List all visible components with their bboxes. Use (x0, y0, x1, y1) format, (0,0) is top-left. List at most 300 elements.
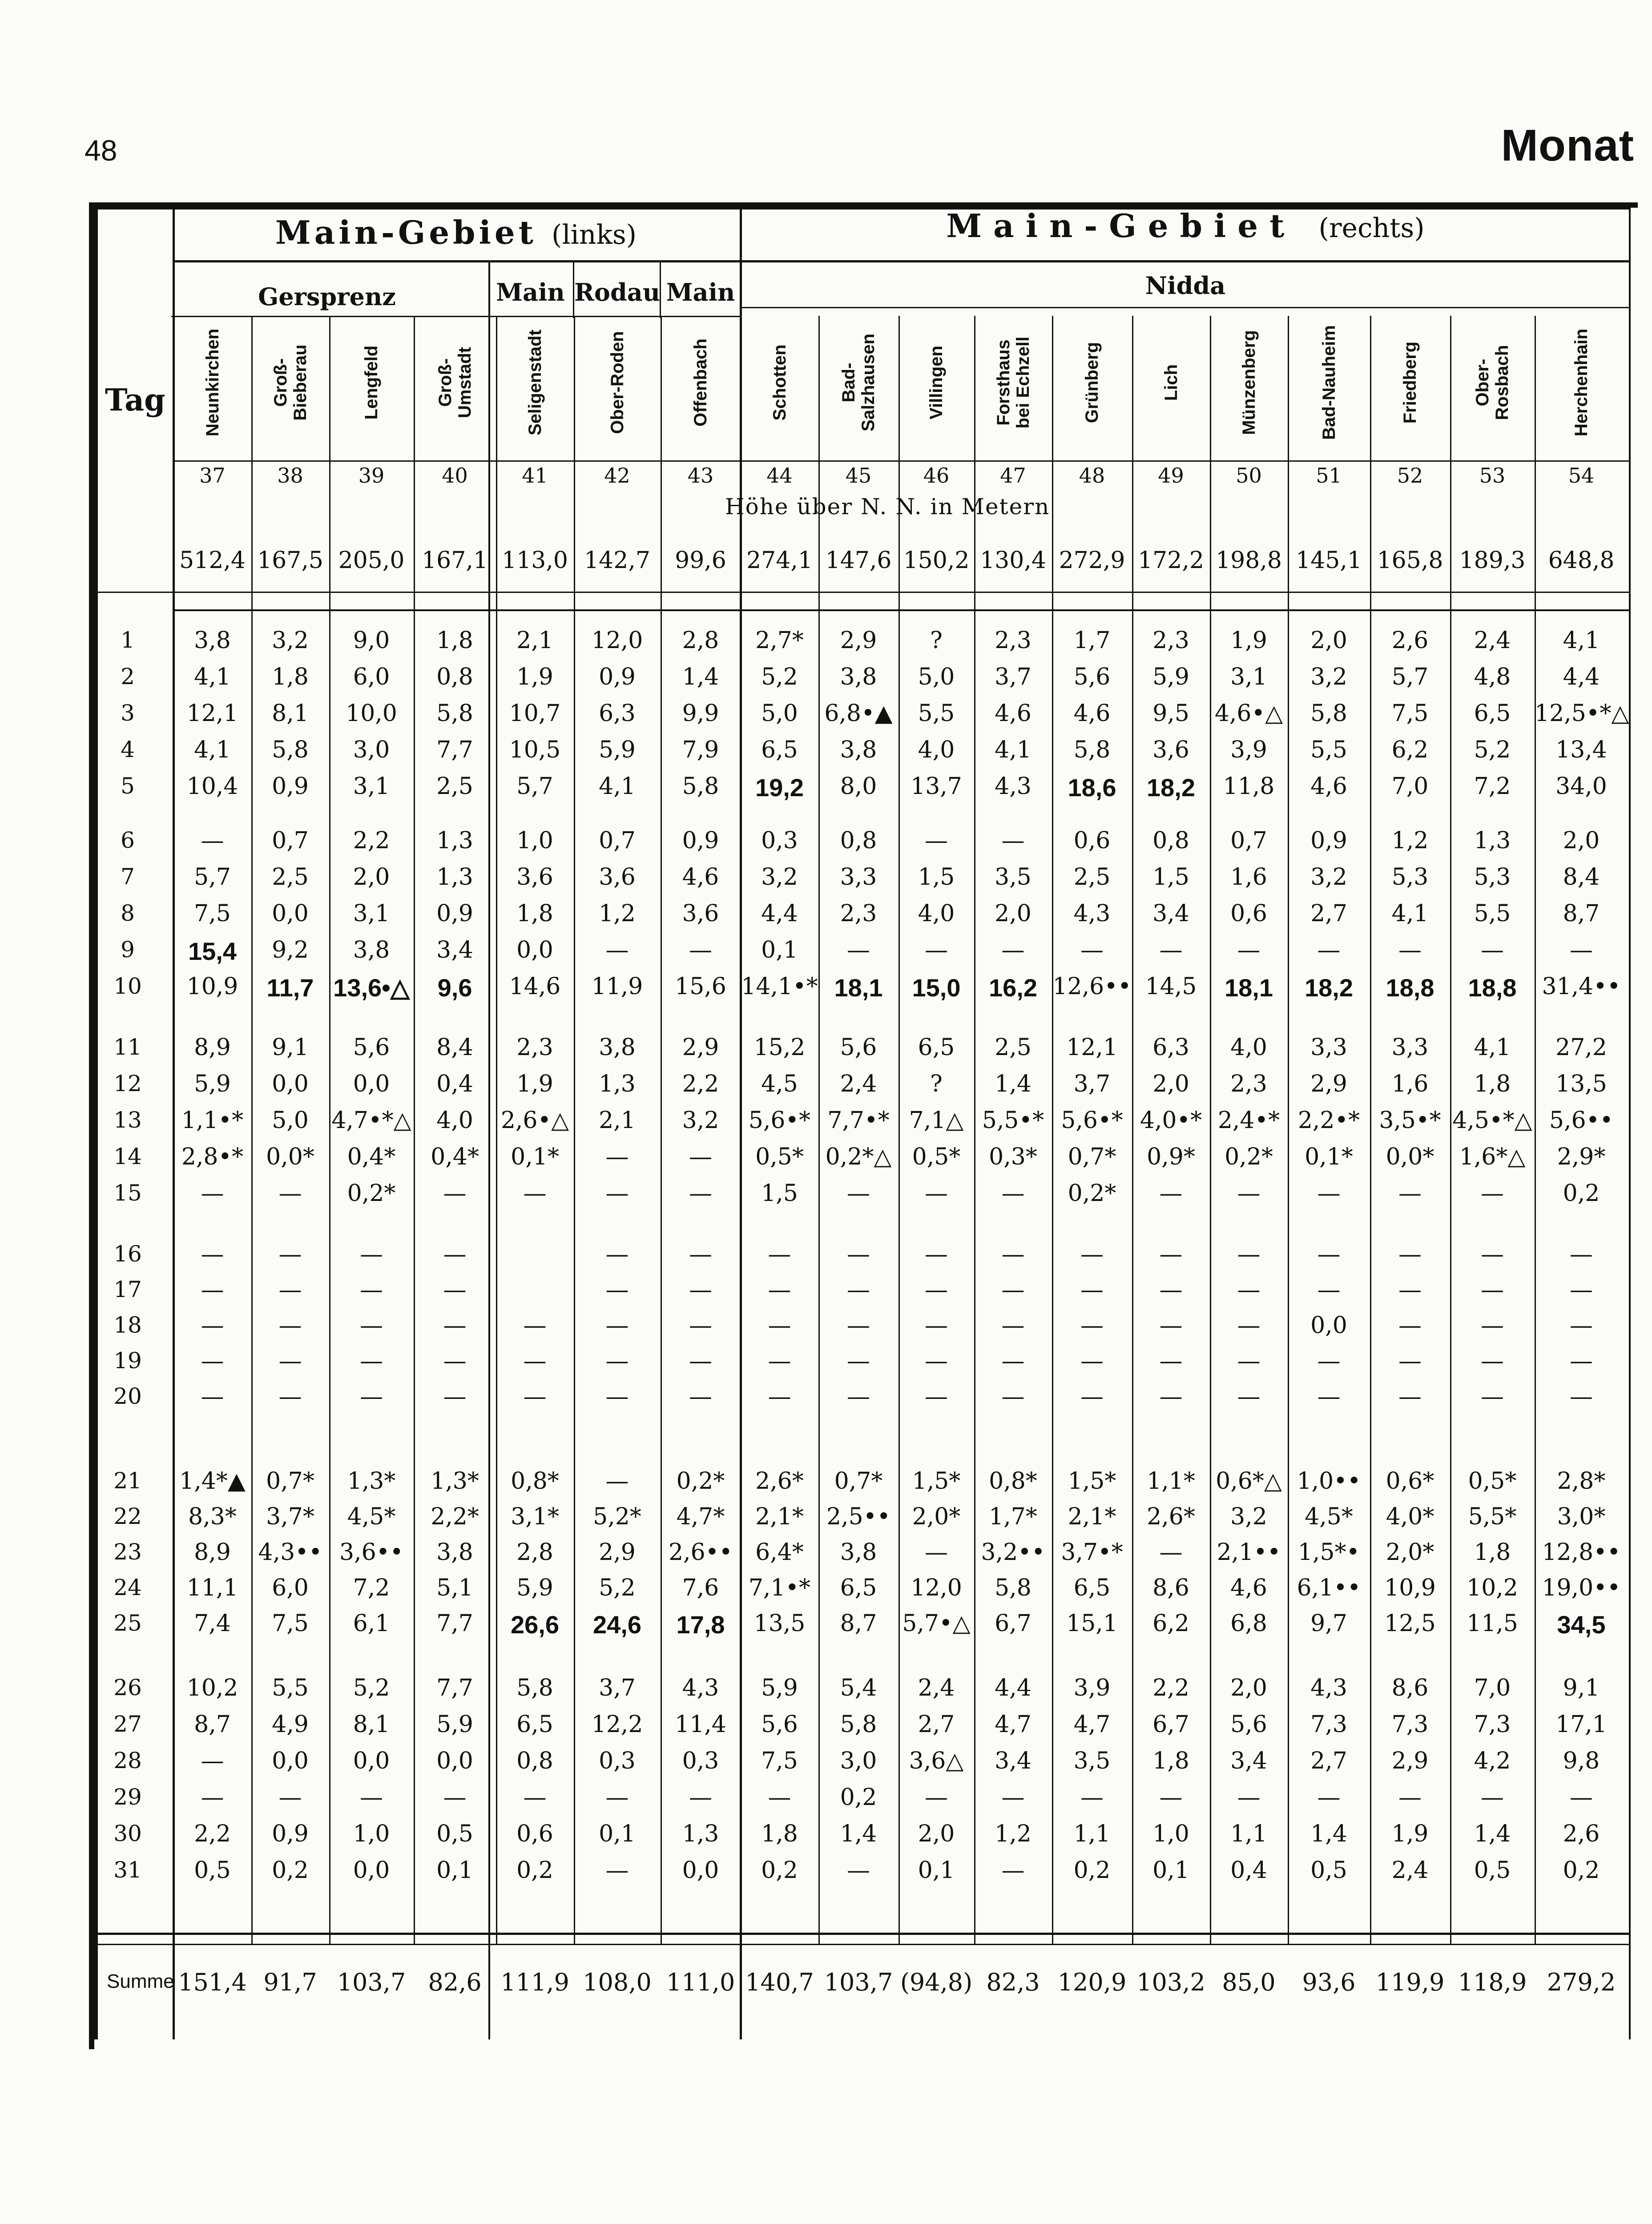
value-cell: 2,9* (1557, 1144, 1606, 1170)
value-cell: 1,3* (347, 1468, 396, 1495)
value-cell: 0,2 (272, 1857, 309, 1884)
value-cell: 2,4 (918, 1675, 955, 1701)
value-cell: 7,7•* (827, 1107, 890, 1134)
value-cell: — (605, 1348, 629, 1374)
station-altitude: 99,6 (675, 547, 726, 574)
left-group-name: Main-Gebiet (275, 214, 537, 251)
value-cell: 4,4 (1563, 664, 1600, 690)
value-cell: 8,1 (353, 1711, 390, 1738)
value-cell: — (1001, 1784, 1025, 1811)
value-cell: 2,8 (682, 627, 719, 654)
station-altitude: 648,8 (1548, 547, 1615, 574)
value-cell: 17,1 (1555, 1711, 1607, 1738)
value-cell: 2,4•* (1217, 1107, 1280, 1134)
value-cell: 5,6 (761, 1711, 798, 1738)
rule-line (173, 260, 1630, 262)
subgroup-rodau: Rodau (574, 278, 660, 306)
value-cell: — (360, 1241, 383, 1268)
value-cell: — (847, 937, 870, 963)
value-cell: — (1481, 1241, 1504, 1268)
value-cell: — (201, 1784, 224, 1811)
value-cell: 0,9 (599, 664, 636, 690)
value-cell: 9,1 (1563, 1675, 1600, 1701)
day-number: 17 (113, 1277, 142, 1302)
station-number: 54 (1568, 463, 1595, 488)
sum-cell: 93,6 (1302, 1968, 1356, 1996)
sum-cell: 108,0 (583, 1968, 652, 1996)
station-number: 44 (766, 463, 793, 488)
value-cell: 0,1 (1152, 1857, 1189, 1884)
value-cell: 11,9 (591, 973, 643, 1000)
station-altitude: 205,0 (338, 547, 405, 574)
value-cell: 5,5•* (982, 1107, 1044, 1134)
value-cell: 12,1 (186, 700, 238, 727)
value-cell: 1,3 (436, 864, 473, 890)
station-altitude: 145,1 (1296, 547, 1362, 574)
day-number: 18 (113, 1312, 142, 1338)
value-cell: 12,0 (591, 627, 643, 654)
day-number: 10 (113, 973, 142, 999)
value-cell: 0,8 (1152, 827, 1189, 854)
rule-line (94, 1944, 1630, 1945)
value-cell: — (1080, 1784, 1104, 1811)
day-number: 14 (113, 1144, 142, 1169)
value-cell: — (1317, 1241, 1341, 1268)
value-cell: 3,6△ (909, 1748, 964, 1774)
value-cell: 8,0 (840, 773, 877, 800)
value-cell: 11,4 (675, 1711, 726, 1738)
value-cell: 9,5 (1152, 700, 1189, 727)
value-cell: 1,6*△ (1459, 1144, 1526, 1170)
station-name (362, 320, 381, 445)
value-cell: — (1570, 1312, 1593, 1339)
station-name-line: Schotten (770, 344, 790, 421)
value-cell: 0,2 (516, 1857, 553, 1884)
station-number: 46 (923, 463, 950, 488)
value-cell: 12,5•*△ (1535, 700, 1629, 727)
value-cell: 13,7 (911, 773, 962, 800)
value-cell: 11,8 (1223, 773, 1275, 800)
day-number: 16 (113, 1241, 142, 1267)
value-cell: 3,1 (353, 773, 390, 800)
value-cell: — (1080, 1383, 1104, 1410)
value-cell: 6,0 (272, 1575, 309, 1601)
rule-line (173, 609, 1630, 611)
value-cell: — (925, 1180, 948, 1207)
station-name-line: Salzhausen (858, 333, 878, 432)
value-cell: 0,4* (431, 1144, 479, 1170)
value-cell: — (201, 1241, 224, 1268)
value-cell: — (689, 1784, 712, 1811)
value-cell: 0,7* (266, 1468, 314, 1495)
value-cell: 0,0* (266, 1144, 314, 1170)
day-number: 13 (113, 1107, 142, 1133)
value-cell: 0,2 (761, 1857, 798, 1884)
value-cell: 8,4 (1563, 864, 1600, 890)
station-altitude: 189,3 (1459, 547, 1526, 574)
value-cell: 6,5 (516, 1711, 553, 1738)
value-cell: 9,0 (353, 627, 390, 654)
value-cell: 8,7 (194, 1711, 231, 1738)
value-cell: 3,0* (1557, 1503, 1606, 1530)
value-cell: 2,1* (1068, 1503, 1116, 1530)
sum-cell: 103,7 (824, 1968, 893, 1996)
value-cell: 7,5 (1391, 700, 1429, 727)
value-cell: 0,9 (436, 900, 473, 927)
station-name-line: Rosbach (1492, 345, 1512, 420)
value-cell: — (605, 1468, 629, 1495)
value-cell: 1,8 (1152, 1748, 1189, 1774)
value-cell: 0,2*△ (825, 1144, 892, 1170)
value-cell: 2,0 (995, 900, 1031, 927)
value-cell: 9,2 (272, 937, 309, 963)
value-cell: 13,6•△ (333, 974, 410, 1002)
value-cell: 0,0* (1386, 1144, 1434, 1170)
value-cell: 2,8* (1557, 1468, 1606, 1495)
value-cell: 3,7 (1073, 1071, 1111, 1097)
value-cell: 2,6•• (668, 1539, 733, 1566)
value-cell: 0,1 (436, 1857, 473, 1884)
value-cell: 3,0 (353, 737, 390, 763)
value-cell: 0,0 (1310, 1312, 1347, 1339)
value-cell: 12,5 (1384, 1610, 1436, 1637)
value-cell: 34,0 (1555, 773, 1607, 800)
value-cell: 8,4 (436, 1034, 473, 1061)
value-cell: 3,7 (995, 664, 1031, 690)
value-cell: 1,4 (682, 664, 719, 690)
value-cell: 5,3 (1391, 864, 1429, 890)
value-cell: 9,8 (1563, 1748, 1600, 1774)
value-cell: — (847, 1241, 870, 1268)
value-cell: — (360, 1383, 383, 1410)
value-cell: 6,7 (1152, 1711, 1189, 1738)
value-cell: 0,9* (1147, 1144, 1195, 1170)
value-cell: 0,6* (1386, 1468, 1434, 1495)
value-cell: 1,7* (989, 1503, 1037, 1530)
value-cell: 18,2 (1147, 774, 1195, 802)
value-cell: 0,0 (353, 1857, 390, 1884)
value-cell: ? (930, 1071, 943, 1097)
station-name-line: Bad-Nauheim (1319, 325, 1339, 440)
station-altitude: 172,2 (1138, 547, 1204, 574)
value-cell: 6,5 (840, 1575, 877, 1601)
station-name-line: Ober- (1473, 359, 1492, 407)
value-cell: 5,5 (1310, 737, 1347, 763)
value-cell: — (1398, 1241, 1422, 1268)
station-altitude: 272,9 (1059, 547, 1125, 574)
value-cell: — (1570, 937, 1593, 963)
left-group-side: (links) (552, 219, 637, 250)
value-cell: 12,2 (591, 1711, 643, 1738)
sum-cell: 85,0 (1222, 1968, 1276, 1996)
value-cell: — (523, 1784, 547, 1811)
value-cell: 1,0•• (1297, 1468, 1361, 1495)
value-cell: — (1159, 1784, 1183, 1811)
value-cell: — (689, 1348, 712, 1374)
value-cell: 0,9 (1310, 827, 1347, 854)
station-number: 52 (1397, 463, 1423, 488)
value-cell: — (768, 1348, 791, 1374)
value-cell: — (1570, 1383, 1593, 1410)
value-cell: 2,9 (840, 627, 877, 654)
value-cell: — (278, 1277, 302, 1303)
value-cell: 3,7 (599, 1675, 636, 1701)
value-cell: 1,5 (761, 1180, 798, 1207)
value-cell: 2,4 (840, 1071, 877, 1097)
value-cell: — (201, 1348, 224, 1374)
value-cell: 4,0 (436, 1107, 473, 1134)
value-cell: 0,1* (1305, 1144, 1353, 1170)
value-cell: 0,9 (272, 1821, 309, 1847)
station-name-line: Bieberau (290, 344, 310, 421)
value-cell: 0,7 (272, 827, 309, 854)
value-cell: 7,5 (272, 1610, 309, 1637)
value-cell: 5,8 (1310, 700, 1347, 727)
station-name-line: Friedberg (1400, 341, 1420, 424)
station-altitude: 150,2 (903, 547, 970, 574)
value-cell: — (523, 1312, 547, 1339)
value-cell: 6,1 (353, 1610, 390, 1637)
value-cell: 0,5* (912, 1144, 961, 1170)
value-cell: — (278, 1383, 302, 1410)
value-cell: 0,4 (1230, 1857, 1267, 1884)
value-cell: 0,7* (834, 1468, 883, 1495)
value-cell: 0,0 (272, 1748, 309, 1774)
value-cell: — (1237, 937, 1261, 963)
value-cell: 18,1 (834, 974, 883, 1002)
value-cell: 3,1 (353, 900, 390, 927)
value-cell: 14,5 (1145, 973, 1197, 1000)
value-cell: 5,5 (918, 700, 955, 727)
value-cell: 4,1 (1391, 900, 1429, 927)
rule-line (94, 592, 1630, 593)
value-cell: — (847, 1383, 870, 1410)
sum-cell: 119,9 (1375, 1968, 1445, 1996)
value-cell: — (1001, 1180, 1025, 1207)
day-number: 23 (113, 1539, 142, 1565)
day-number: 19 (113, 1348, 142, 1374)
day-number: 6 (121, 827, 135, 853)
value-cell: 1,9 (1230, 627, 1267, 654)
value-cell: 0,5 (1474, 1857, 1511, 1884)
value-cell: 1,7 (1073, 627, 1111, 654)
value-cell: 3,4 (1152, 900, 1189, 927)
value-cell: 5,8 (436, 700, 473, 727)
value-cell: — (1237, 1383, 1261, 1410)
value-cell: 5,6 (1230, 1711, 1267, 1738)
rule-line (94, 1933, 1630, 1935)
value-cell: 11,1 (186, 1575, 238, 1601)
value-cell: 2,4 (1474, 627, 1511, 654)
value-cell: 5,9 (436, 1711, 473, 1738)
value-cell: 18,6 (1068, 774, 1116, 802)
value-cell: 3,8 (353, 937, 390, 963)
value-cell: 5,7 (194, 864, 231, 890)
value-cell: 13,5 (1555, 1071, 1607, 1097)
value-cell: 15,6 (675, 973, 726, 1000)
value-cell: — (443, 1312, 467, 1339)
value-cell: — (1398, 1277, 1422, 1303)
value-cell: 1,1* (1147, 1468, 1195, 1495)
value-cell: 3,6 (516, 864, 553, 890)
value-cell: — (768, 1383, 791, 1410)
value-cell: 1,3 (682, 1821, 719, 1847)
value-cell: 0,5* (755, 1144, 804, 1170)
station-name (1319, 320, 1339, 445)
value-cell: 2,2 (1152, 1675, 1189, 1701)
station-name (203, 320, 222, 445)
value-cell: 6,1•• (1297, 1575, 1361, 1601)
value-cell: — (201, 1383, 224, 1410)
value-cell: 7,2 (1474, 773, 1511, 800)
value-cell: 4,1 (194, 664, 231, 690)
value-cell: 5,8 (840, 1711, 877, 1738)
value-cell: 2,3 (516, 1034, 553, 1061)
sum-cell: 103,7 (337, 1968, 406, 1996)
value-cell: — (1237, 1784, 1261, 1811)
value-cell: — (1317, 1180, 1341, 1207)
value-cell: — (1398, 1312, 1422, 1339)
value-cell: 3,2 (682, 1107, 719, 1134)
value-cell: 6,2 (1391, 737, 1429, 763)
value-cell: 5,8 (682, 773, 719, 800)
value-cell: 7,5 (194, 900, 231, 927)
value-cell: — (1481, 1784, 1504, 1811)
value-cell: 2,6•△ (500, 1107, 569, 1134)
value-cell: 4,8 (1474, 664, 1511, 690)
value-cell: 5,0 (761, 700, 798, 727)
value-cell: — (1398, 1784, 1422, 1811)
value-cell: 10,2 (186, 1675, 238, 1701)
value-cell: 0,5 (1310, 1857, 1347, 1884)
value-cell: — (1481, 1383, 1504, 1410)
value-cell: 5,2 (599, 1575, 636, 1601)
value-cell: 2,0 (1230, 1675, 1267, 1701)
value-cell: 2,6* (755, 1468, 804, 1495)
value-cell: — (768, 1784, 791, 1811)
value-cell: 3,3 (1391, 1034, 1429, 1061)
value-cell: — (1159, 1241, 1183, 1268)
value-cell: — (925, 827, 948, 854)
value-cell: 5,4 (840, 1675, 877, 1701)
value-cell: — (689, 1144, 712, 1170)
value-cell: 1,4 (1310, 1821, 1347, 1847)
value-cell: 0,2* (676, 1468, 725, 1495)
value-cell: 2,2 (194, 1821, 231, 1847)
station-name (691, 320, 710, 445)
value-cell: 6,8•▲ (824, 700, 893, 727)
value-cell: 2,1* (755, 1503, 804, 1530)
value-cell: 1,3 (1474, 827, 1511, 854)
value-cell: 10,9 (1384, 1575, 1436, 1601)
value-cell: — (201, 827, 224, 854)
station-number: 53 (1479, 463, 1506, 488)
subgroup-main-2: Main (666, 278, 735, 306)
value-cell: 5,6 (353, 1034, 390, 1061)
value-cell: 4,4 (995, 1675, 1031, 1701)
station-name (1571, 320, 1591, 445)
value-cell: 3,6 (1152, 737, 1189, 763)
value-cell: 2,7 (1310, 900, 1347, 927)
value-cell: 7,7 (436, 1610, 473, 1637)
value-cell: 0,8* (989, 1468, 1037, 1495)
value-cell: 2,2•* (1297, 1107, 1360, 1134)
day-number: 9 (121, 937, 135, 963)
value-cell: — (1001, 827, 1025, 854)
value-cell: 2,5 (436, 773, 473, 800)
value-cell: 2,3 (840, 900, 877, 927)
value-cell: 2,5 (995, 1034, 1031, 1061)
value-cell: 5,8 (272, 737, 309, 763)
value-cell: 4,6 (1310, 773, 1347, 800)
value-cell: 3,8 (840, 737, 877, 763)
value-cell: 15,2 (753, 1034, 806, 1061)
value-cell: 7,0 (1391, 773, 1429, 800)
value-cell: 6,4* (755, 1539, 804, 1566)
value-cell: — (278, 1312, 302, 1339)
value-cell: 10,7 (509, 700, 561, 727)
value-cell: 8,9 (194, 1539, 231, 1566)
station-name-line: Villingen (927, 346, 946, 419)
sum-cell: 120,9 (1057, 1968, 1127, 1996)
value-cell: 5,9 (194, 1071, 231, 1097)
value-cell: 5,6•* (1061, 1107, 1123, 1134)
value-cell: 5,5* (1468, 1503, 1517, 1530)
value-cell: — (605, 1383, 629, 1410)
value-cell: — (1570, 1784, 1593, 1811)
value-cell: — (1481, 1277, 1504, 1303)
value-cell: 6,5 (1474, 700, 1511, 727)
value-cell: — (768, 1277, 791, 1303)
value-cell: 0,2 (1073, 1857, 1111, 1884)
value-cell: 4,5* (1305, 1503, 1353, 1530)
value-cell: — (689, 937, 712, 963)
value-cell: 8,6 (1391, 1675, 1429, 1701)
value-cell: 1,0 (1152, 1821, 1189, 1847)
value-cell: 1,5* (912, 1468, 961, 1495)
value-cell: — (1001, 1312, 1025, 1339)
right-group-side: (rechts) (1318, 213, 1425, 244)
value-cell: 7,6 (682, 1575, 719, 1601)
value-cell: 16,2 (989, 974, 1037, 1002)
station-number: 38 (277, 463, 303, 488)
value-cell: 3,6 (682, 900, 719, 927)
value-cell: 1,1 (1073, 1821, 1111, 1847)
value-cell: 2,8 (516, 1539, 553, 1566)
value-cell: 1,0 (353, 1821, 390, 1847)
value-cell: 5,5 (1474, 900, 1511, 927)
value-cell: — (1317, 1348, 1341, 1374)
station-number: 45 (845, 463, 872, 488)
value-cell: 10,9 (186, 973, 238, 1000)
value-cell: 34,5 (1557, 1611, 1606, 1639)
value-cell: 7,7 (436, 737, 473, 763)
value-cell: 5,8 (516, 1675, 553, 1701)
value-cell: 3,7* (266, 1503, 314, 1530)
day-number: 28 (113, 1748, 142, 1773)
value-cell: 1,9 (1391, 1821, 1429, 1847)
value-cell: — (847, 1180, 870, 1207)
value-cell: 0,0 (272, 1071, 309, 1097)
value-cell: 6,2 (1152, 1610, 1189, 1637)
value-cell: — (768, 1241, 791, 1268)
station-number: 40 (442, 463, 468, 488)
value-cell: 0,7* (1068, 1144, 1116, 1170)
station-number: 39 (358, 463, 385, 488)
value-cell: — (925, 1241, 948, 1268)
value-cell: — (925, 1312, 948, 1339)
value-cell: 5,9 (761, 1675, 798, 1701)
